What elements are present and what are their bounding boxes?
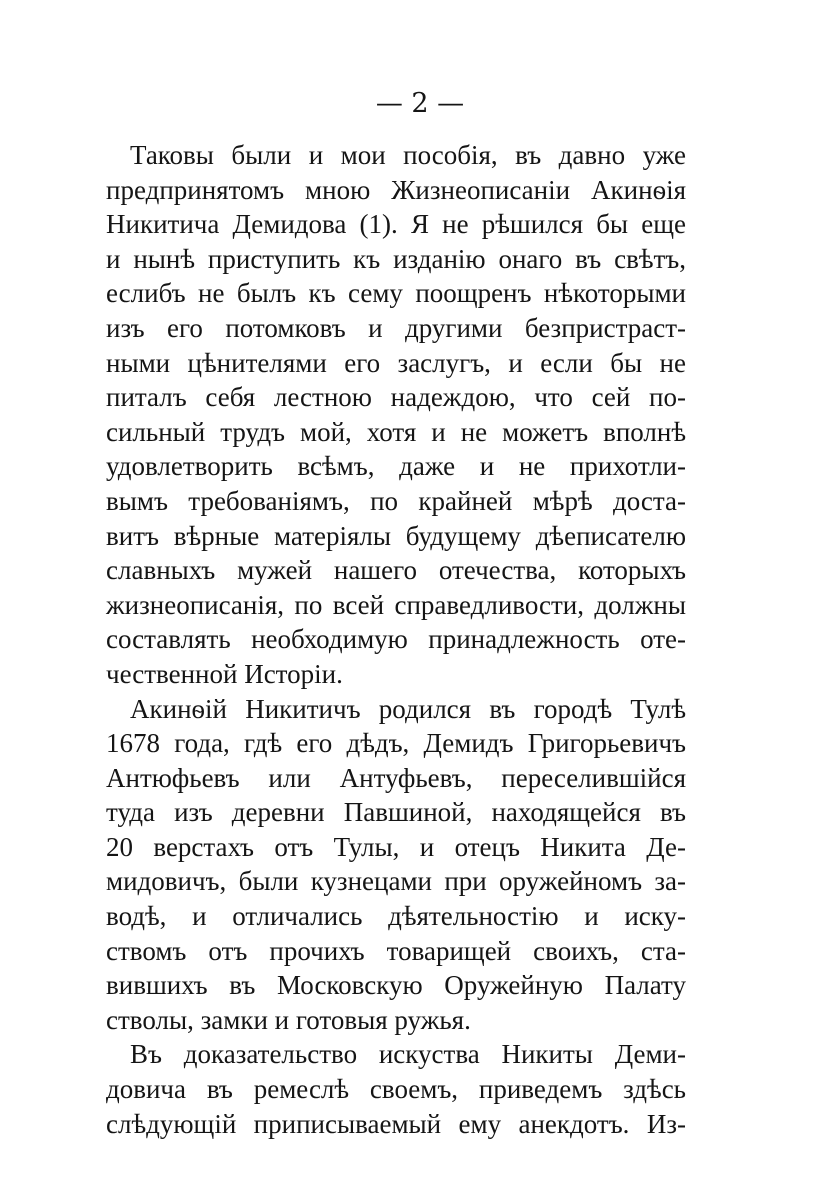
text-line: Никитича Демидова (1). Я не рѣшился бы еще — [106, 209, 686, 240]
text-line: вившихъ въ Московскую Оружейную Палату — [106, 970, 686, 1001]
text-line: вымъ требованіямъ, по крайней мѣрѣ доста- — [106, 485, 686, 516]
text-line: Таковы были и мои пособія, въ давно уже — [130, 140, 686, 170]
text-line: ствомъ отъ прочихъ товарищей своихъ, ста- — [106, 935, 686, 966]
text-line: Акинѳій Никитичъ родился въ городѣ Тулѣ — [130, 693, 686, 724]
text-line: и нынѣ приступить къ изданію онаго въ свѣтъ, — [106, 243, 686, 274]
text-line: еслибъ не былъ къ сему поощренъ нѣкоторыми — [106, 278, 686, 309]
body-text — [106, 138, 686, 1141]
text-line: стволы, замки и готовыя ружья. — [106, 1004, 471, 1035]
text-line: жизнеописанія, по всей справедливости, должны — [106, 589, 686, 620]
text-line: славныхъ мужей нашего отечества, которыхъ — [106, 555, 686, 586]
text-line: составлять необходимую принадлежность оте- — [106, 624, 686, 655]
text-line: Въ доказательство искуства Никиты Деми- — [130, 1039, 686, 1070]
text-line: витъ вѣрные матеріялы будущему дѣеписателю — [106, 520, 686, 551]
text-line: 20 верстахъ отъ Тулы, и отецъ Никита Де- — [106, 831, 686, 862]
text-line: водѣ, и отличались дѣятельностію и иску- — [106, 901, 686, 932]
text-line: слѣдующій приписываемый ему анекдотъ. Из- — [106, 1108, 686, 1139]
page-number: — 2 — — [375, 88, 465, 119]
text-line: изъ его потомковъ и другими безпристраст- — [106, 312, 686, 343]
text-line: ными цѣнителями его заслугъ, и если бы не — [106, 347, 686, 378]
text-line: питалъ себя лестною надеждою, что сей по- — [106, 382, 686, 413]
text-line: мидовичъ, были кузнецами при оружейномъ за- — [106, 866, 686, 897]
text-line: сильный трудъ мой, хотя и не можетъ вполнѣ — [106, 416, 686, 447]
text-line: чественной Исторіи. — [106, 658, 343, 689]
text-line: удовлетворить всѣмъ, даже и не прихотли- — [106, 451, 686, 482]
paragraph-1 — [106, 138, 686, 692]
text-line: Антюфьевъ или Антуфьевъ, переселившійся — [106, 762, 686, 793]
text-line: туда изъ деревни Павшиной, находящейся въ — [106, 797, 686, 828]
text-line: довича въ ремеслѣ своемъ, приведемъ здѣсь — [106, 1074, 686, 1105]
text-line: 1678 года, гдѣ его дѣдъ, Демидъ Григорьевичъ — [106, 728, 686, 759]
text-line: предпринятомъ мною Жизнеописаніи Акинѳія — [106, 174, 686, 205]
paragraph-2 — [106, 692, 686, 1038]
paragraph-3 — [106, 1037, 686, 1141]
